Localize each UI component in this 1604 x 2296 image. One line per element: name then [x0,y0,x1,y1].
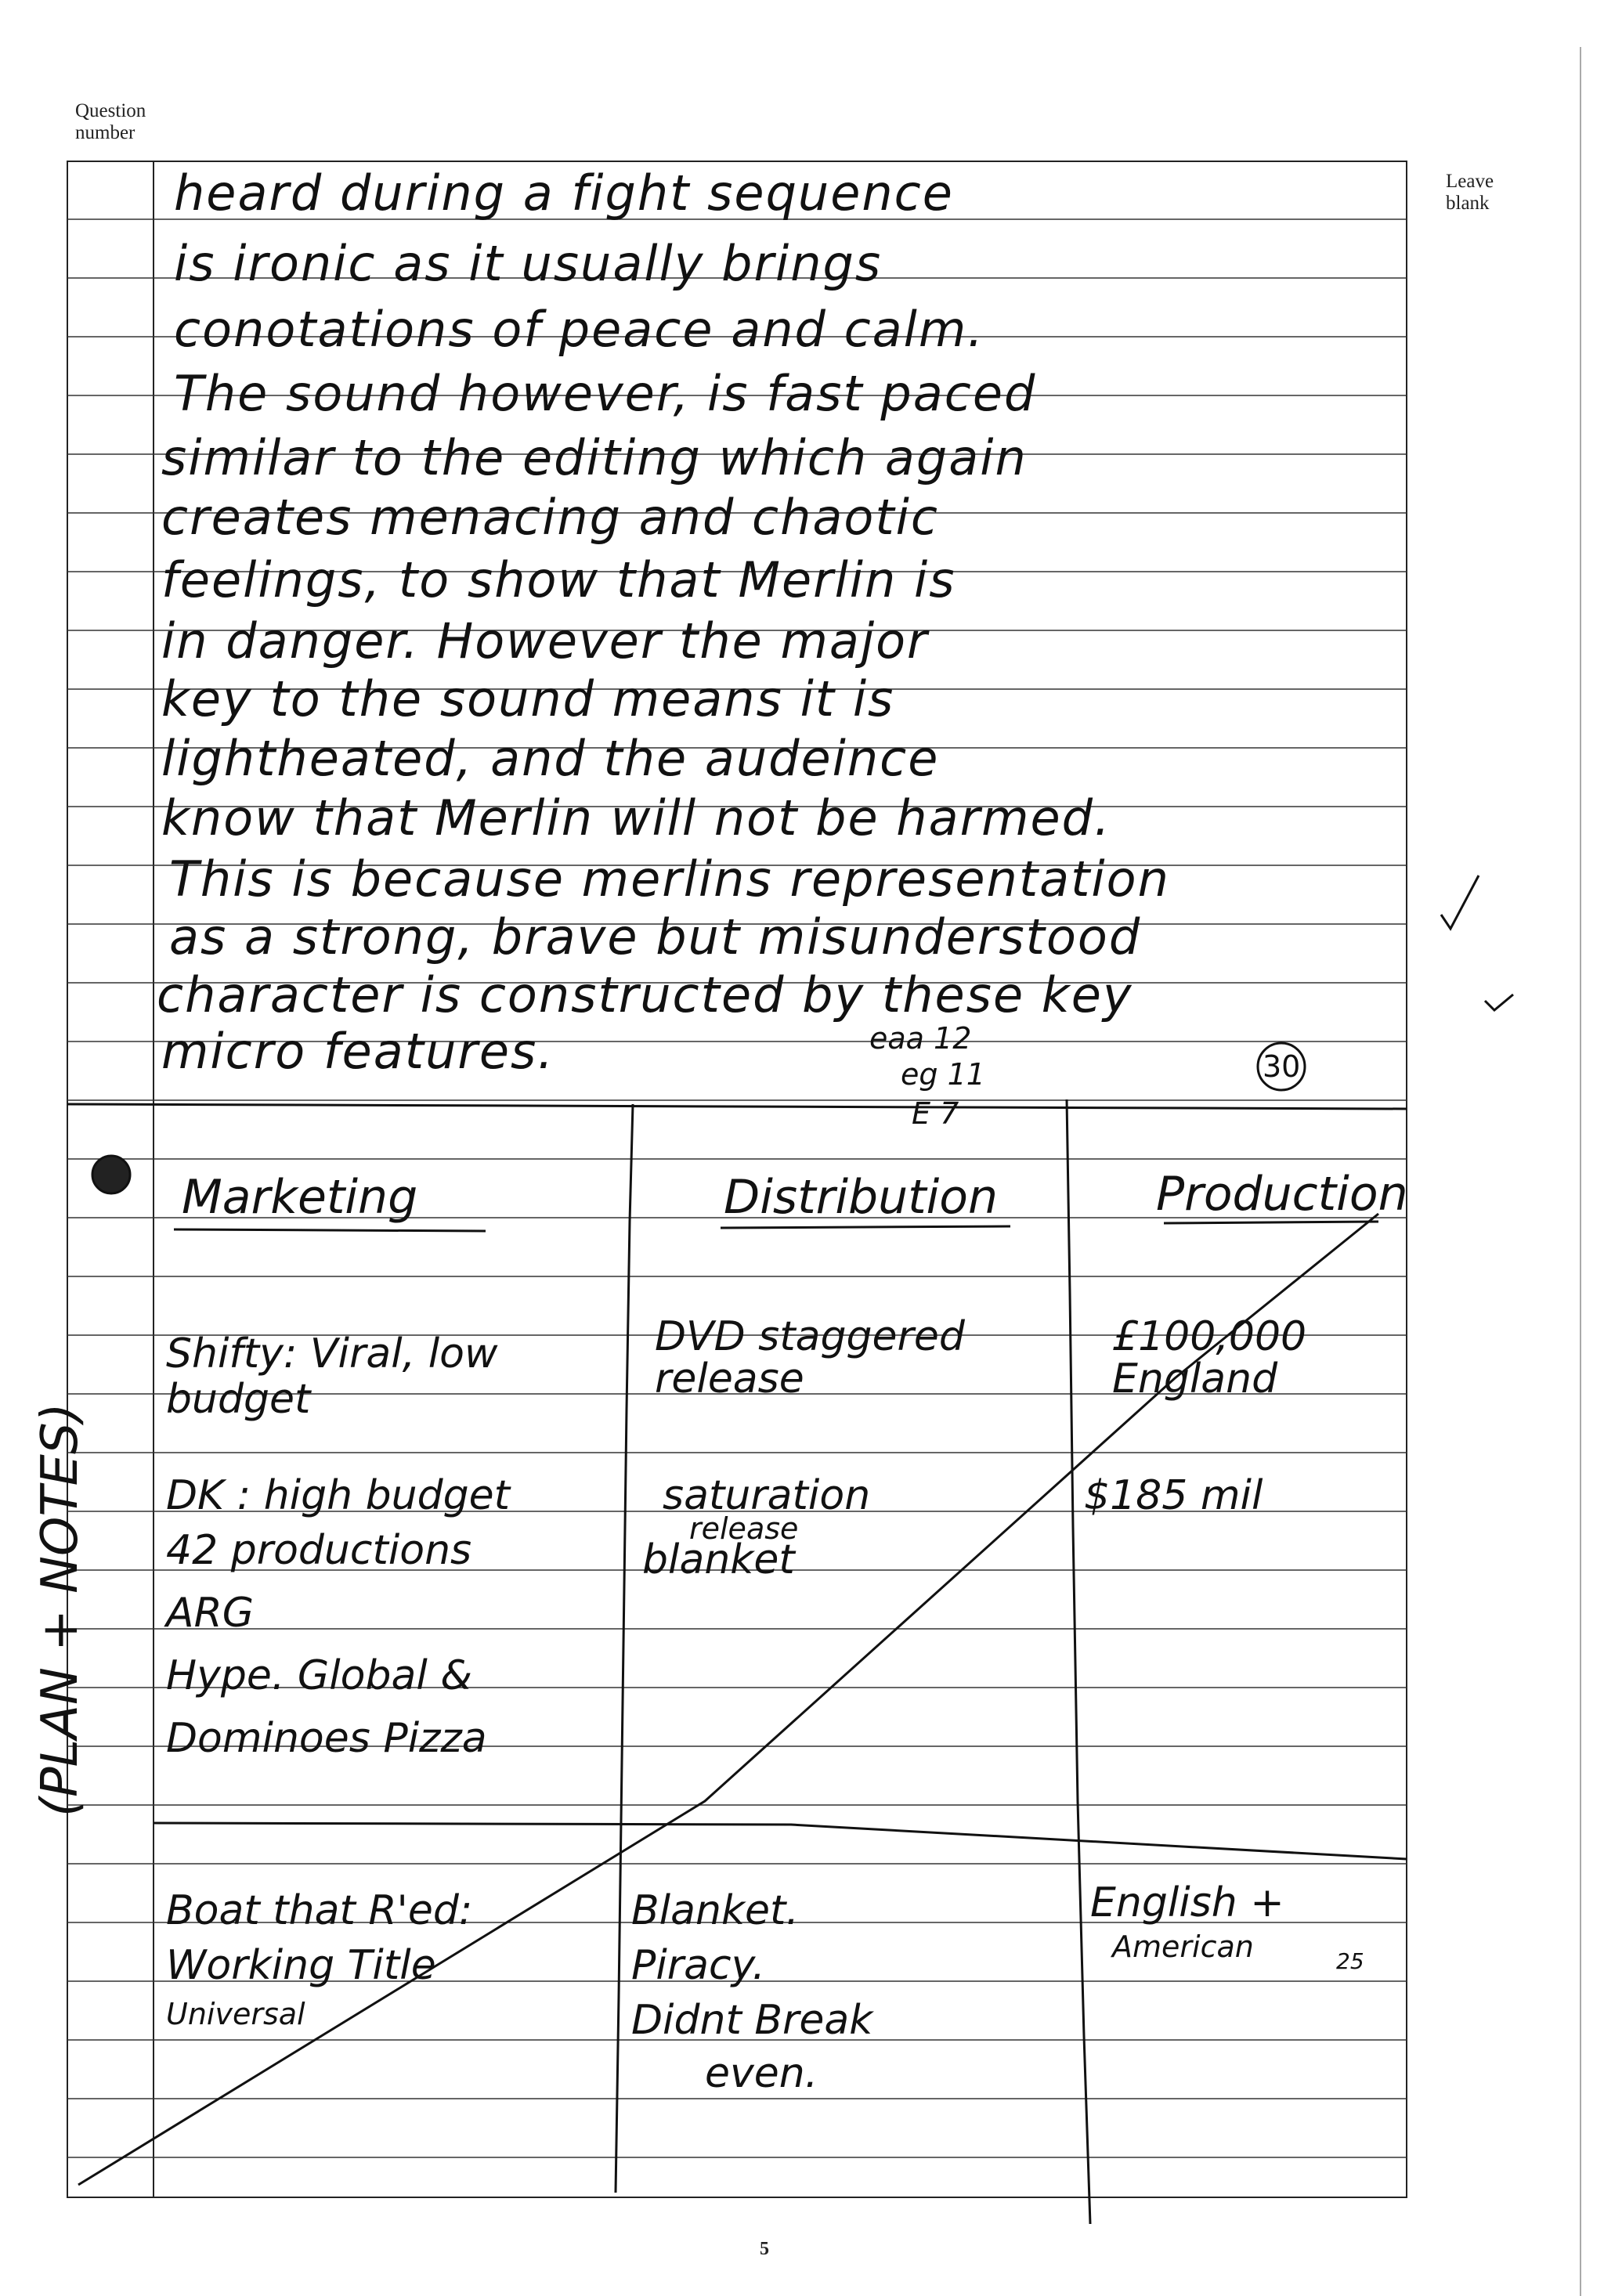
page-number: 5 [760,2239,769,2259]
scribbled-number [92,1156,130,1193]
header-marketing: Marketing [182,1170,418,1225]
leave-blank-text: Leave blank [1446,171,1494,214]
essay-line: This is because merlins representation [169,850,1170,908]
boat-production-line: American [1112,1930,1254,1964]
distribution-underline [721,1226,1010,1228]
header-production: Production [1156,1167,1408,1222]
dk-marketing-line: 42 productions [166,1527,472,1574]
shifty-production: £100,000 England [1112,1313,1307,1403]
essay-line: similar to the editing which again [161,429,1028,486]
shifty-distribution: DVD staggered release [655,1313,965,1403]
boat-distribution-line: Didnt Break [631,1997,873,2044]
essay-line: conotations of peace and calm. [174,301,984,358]
dk-distribution-line: saturation [663,1472,871,1519]
boat-distribution-line: even. [705,2050,818,2097]
boat-distribution-line: Piracy. [631,1942,765,1989]
tick-mark-2 [1485,995,1513,1010]
boat-marketing-line: Boat that R'ed: [166,1887,473,1934]
essay-line: know that Merlin will not be harmed. [161,789,1111,847]
corner-mark: 25 [1336,1948,1364,1974]
dk-distribution-line: blanket [642,1536,795,1583]
header-distribution: Distribution [724,1170,999,1225]
essay-line: lightheated, and the audeince [161,730,940,787]
essay-line: micro features. [161,1023,555,1080]
shifty-marketing: Shifty: Viral, low budget [166,1330,498,1423]
dk-marketing-line: Dominoes Pizza [166,1715,487,1762]
dk-marketing-line: Hype. Global & [166,1652,472,1699]
essay-line: as a strong, brave but misunderstood [169,908,1142,966]
boat-production-line: English + [1090,1879,1284,1926]
essay-line: character is constructed by these key [157,966,1133,1023]
essay-line: The sound however, is fast paced [174,365,1037,422]
boat-marketing-line: Universal [166,1997,305,2031]
section-divider [67,1104,1407,1109]
question-number-text: Question number [75,100,146,143]
boat-marketing-line: Working Title [166,1942,436,1989]
dk-marketing-line: DK : high budget [166,1472,510,1519]
essay-line: creates menacing and chaotic [161,489,939,546]
column-line-2 [1067,1099,1090,2224]
e-mark: E 7 [912,1096,959,1131]
essay-line: in danger. However the major [161,612,929,670]
plan-notes-label: (PLAN + NOTES) [31,1403,89,1817]
boat-distribution-line: Blanket. [631,1887,799,1934]
essay-line: feelings, to show that Merlin is [161,551,956,608]
essay-line: heard during a fight sequence [174,164,954,222]
production-underline [1164,1222,1378,1223]
marketing-underline [174,1229,486,1231]
dk-distribution-line: release [689,1511,799,1546]
eaa-mark: eaa 12 [869,1021,972,1056]
column-line-1 [616,1104,633,2193]
essay-line: key to the sound means it is [161,670,895,727]
dk-marketing-line: ARG [166,1590,254,1637]
essay-line: is ironic as it usually brings [174,235,883,292]
total-mark: 30 [1263,1049,1301,1084]
dk-production: $185 mil [1084,1472,1263,1519]
notes-divider [154,1823,1407,1859]
eg-mark: eg 11 [901,1057,985,1092]
